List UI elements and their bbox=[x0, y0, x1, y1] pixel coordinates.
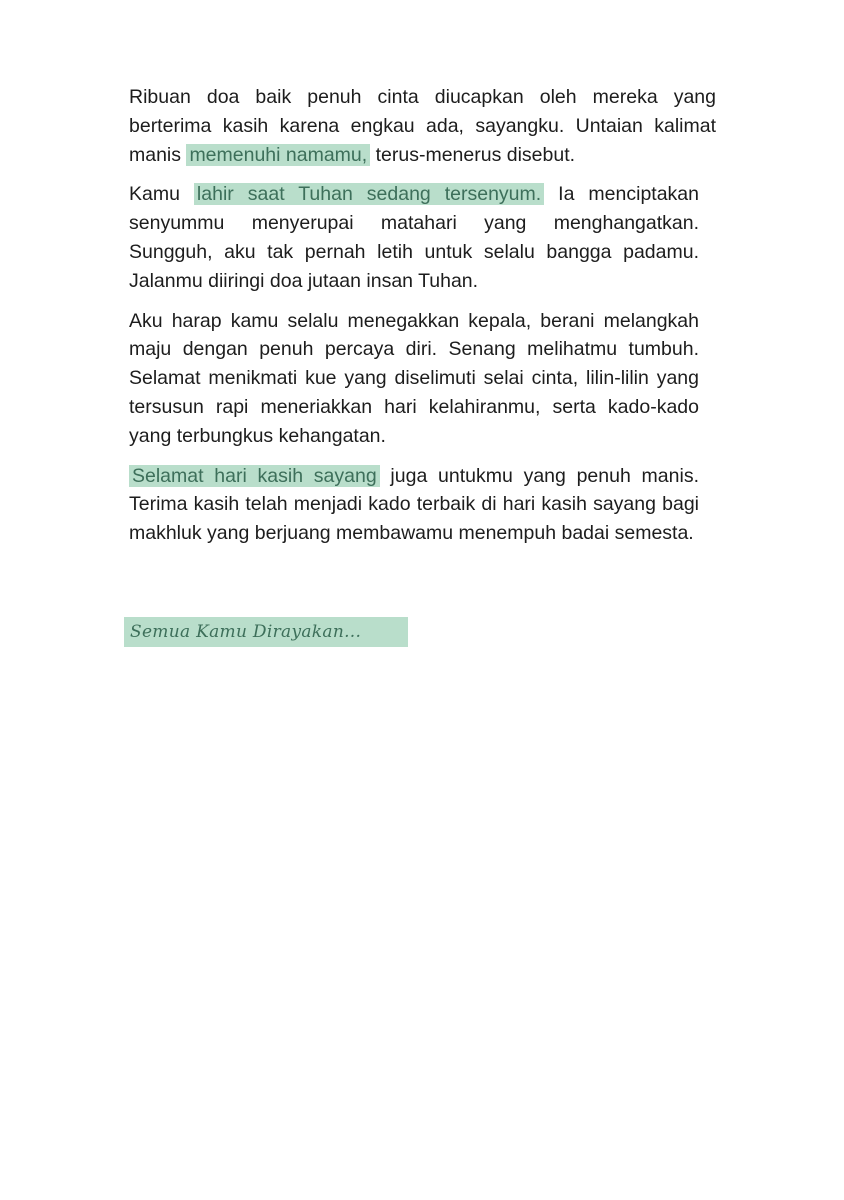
signature-text: Semua Kamu Dirayakan... bbox=[130, 622, 362, 642]
paragraph-1 bbox=[129, 83, 716, 169]
paragraph-2-text-end: Ia menciptakan senyummu menyerupai matahari yang menghangatkan. Sungguh, aku tak pernah letih untuk selalu bangga padamu. Jalanmu diiringi doa jutaan insan Tuhan. bbox=[129, 183, 699, 292]
document-body bbox=[129, 83, 716, 559]
signature-box bbox=[124, 617, 408, 647]
paragraph-1-text-start: Ribuan doa baik penuh cinta diucapkan oleh mereka yang berterima kasih karena engkau ada, sayangku. Untaian kalimat manis bbox=[129, 86, 716, 166]
highlight-memenuhi-namamu: memenuhi namamu, bbox=[186, 144, 370, 166]
highlight-lahir-saat-tuhan: lahir saat Tuhan sedang tersenyum. bbox=[194, 183, 544, 205]
paragraph-2 bbox=[129, 180, 699, 295]
paragraph-3 bbox=[129, 307, 699, 451]
paragraph-4-text-end: juga untukmu yang penuh manis. Terima kasih telah menjadi kado terbaik di hari kasih sayang bagi makhluk yang berjuang membawamu menempuh badai semesta. bbox=[129, 464, 699, 545]
paragraph-3-text: Aku harap kamu selalu menegakkan kepala, berani melangkah maju dengan penuh percaya diri. Senang melihatmu tumbuh. Selamat menikmati kue yang diselimuti selai cinta, lilin-lilin yang tersusun rapi meneriakkan hari kelahiranmu, serta kado-kado yang terbungkus kehangatan. bbox=[129, 309, 699, 447]
highlight-selamat-hari-kasih-sayang: Selamat hari kasih sayang bbox=[129, 465, 380, 487]
paragraph-4 bbox=[129, 462, 699, 548]
paragraph-1-text-end: terus-menerus disebut. bbox=[370, 143, 576, 166]
paragraph-2-text-start: Kamu bbox=[129, 183, 194, 206]
